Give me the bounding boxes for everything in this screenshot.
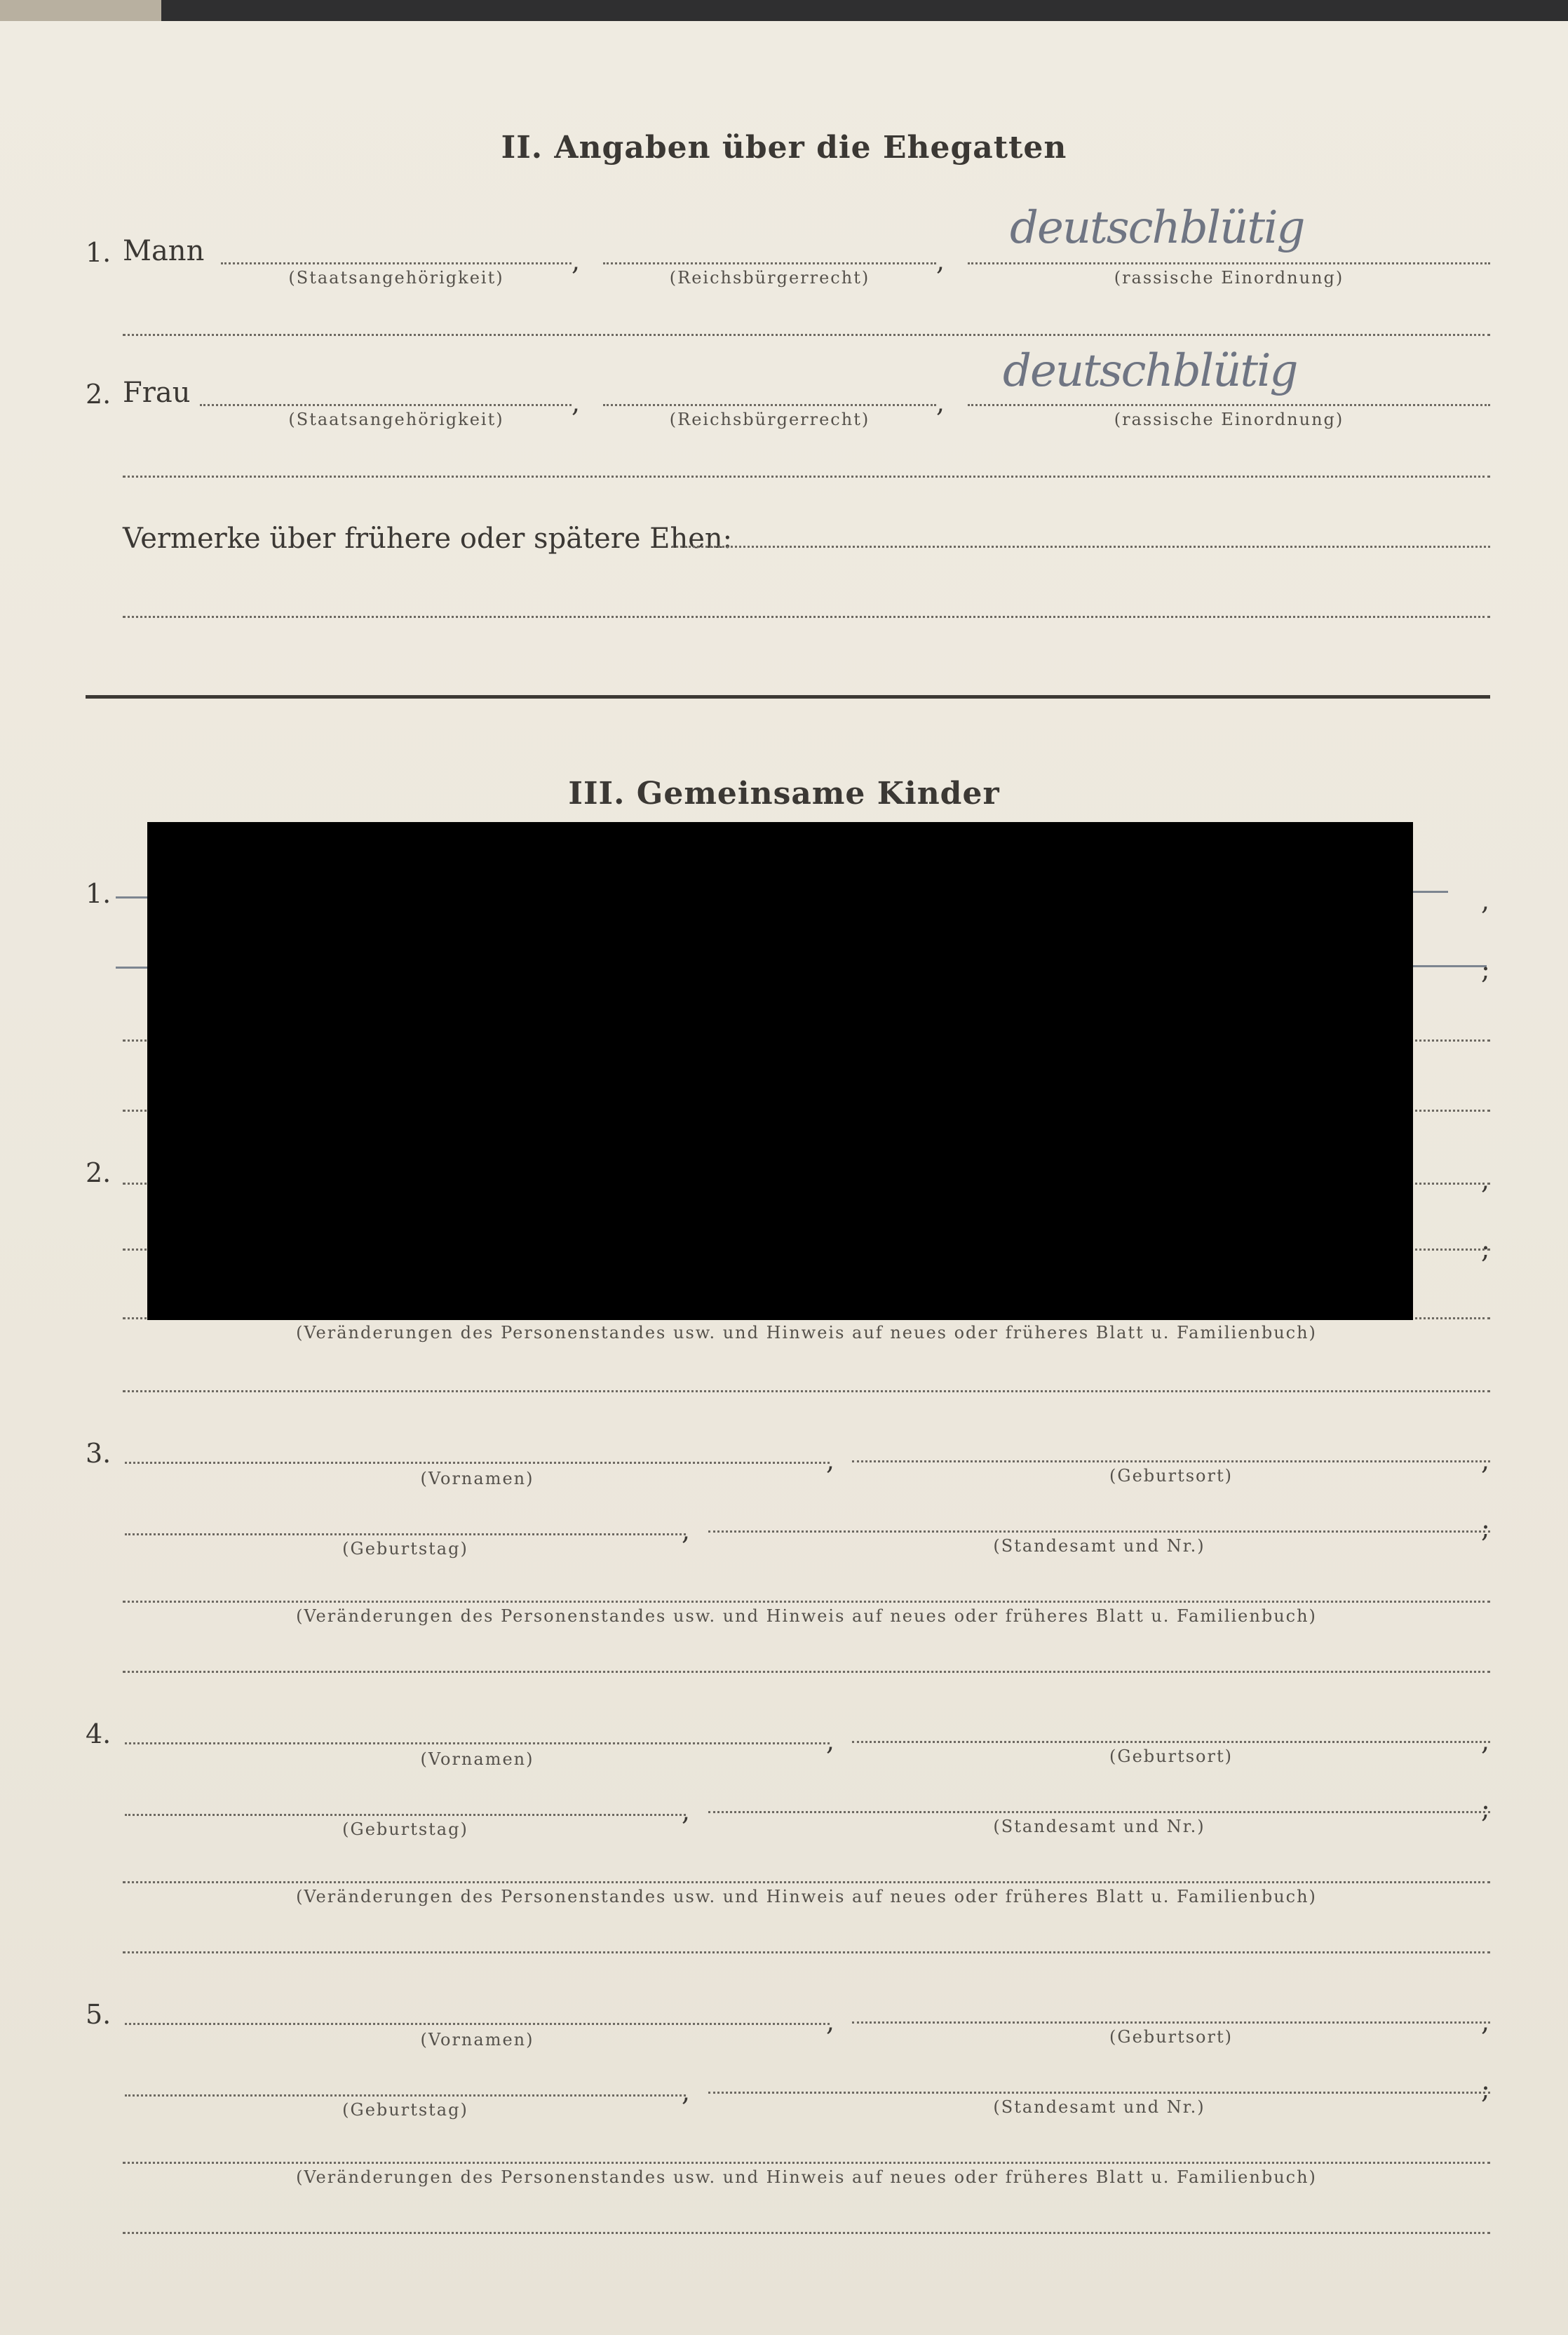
- comma: ,: [1481, 1725, 1490, 1756]
- child-5-birthday-line[interactable]: [125, 2094, 686, 2097]
- child-3-birthplace-caption: (Geburtsort): [1109, 1466, 1233, 1486]
- child-3-extra-line[interactable]: [123, 1671, 1490, 1673]
- child-5-number: 5.: [86, 1999, 111, 2030]
- child-2-changes-caption: (Veränderungen des Personenstandes usw. und Hinweis auf neues oder früheres Blatt u. Familienbuch): [296, 1323, 1317, 1343]
- child-4-registry-caption: (Standesamt und Nr.): [993, 1817, 1205, 1836]
- child-5-birthplace-line[interactable]: [852, 2021, 1490, 2024]
- child-5-registry-line[interactable]: [708, 2092, 1490, 2094]
- child-2-extra-line[interactable]: [123, 1390, 1490, 1392]
- comma: ,: [1481, 2006, 1490, 2037]
- child-1-number: 1.: [86, 878, 111, 909]
- child-4-registry-line[interactable]: [708, 1811, 1490, 1813]
- section-3-title: III. Gemeinsame Kinder: [568, 776, 1000, 812]
- comma: ,: [1481, 1445, 1490, 1476]
- form-page: [0, 21, 1568, 2335]
- comma: ,: [936, 245, 945, 276]
- child-5-extra-line[interactable]: [123, 2232, 1490, 2234]
- child-5-first-names-caption: (Vornamen): [420, 2030, 534, 2050]
- child-3-first-names-caption: (Vornamen): [420, 1469, 534, 1488]
- comma: ,: [682, 1796, 691, 1826]
- wife-label: Frau: [123, 377, 191, 409]
- child-4-first-names-caption: (Vornamen): [420, 1749, 534, 1769]
- wife-racial-line[interactable]: [968, 404, 1490, 406]
- child-4-number: 4.: [86, 1718, 111, 1749]
- child-5-birthplace-caption: (Geburtsort): [1109, 2027, 1233, 2047]
- child-5-changes-caption: (Veränderungen des Personenstandes usw. und Hinweis auf neues oder früheres Blatt u. Familienbuch): [296, 2167, 1317, 2187]
- husband-citizenship-caption: (Staatsangehörigkeit): [288, 268, 504, 288]
- child-3-birthday-caption: (Geburtstag): [342, 1539, 468, 1559]
- child-3-first-names-line[interactable]: [125, 1462, 830, 1464]
- husband-extra-line[interactable]: [123, 334, 1490, 336]
- wife-reich-citizenship-caption: (Reichsbürgerrecht): [669, 410, 870, 429]
- child-4-extra-line[interactable]: [123, 1951, 1490, 1953]
- husband-racial-line[interactable]: [968, 262, 1490, 264]
- wife-number: 2.: [86, 379, 111, 410]
- child-3-changes-caption: (Veränderungen des Personenstandes usw. und Hinweis auf neues oder früheres Blatt u. Familienbuch): [296, 1606, 1317, 1626]
- comma: ,: [936, 387, 945, 418]
- husband-reich-citizenship-caption: (Reichsbürgerrecht): [669, 268, 870, 288]
- child-2-number: 2.: [86, 1157, 111, 1188]
- wife-citizenship-line[interactable]: [200, 404, 572, 406]
- scanner-border-corner: [0, 0, 161, 22]
- husband-racial-caption: (rassische Einordnung): [1114, 268, 1344, 288]
- child-3-changes-line[interactable]: [123, 1601, 1490, 1603]
- child-4-birthplace-line[interactable]: [852, 1741, 1490, 1743]
- remarks-line-2[interactable]: [123, 616, 1490, 618]
- husband-citizenship-line[interactable]: [221, 262, 572, 264]
- semicolon: ;: [1481, 1793, 1490, 1824]
- child-1-pencil-strike: [1410, 965, 1487, 967]
- semicolon: ;: [1481, 2073, 1490, 2104]
- child-4-changes-caption: (Veränderungen des Personenstandes usw. und Hinweis auf neues oder früheres Blatt u. Familienbuch): [296, 1887, 1317, 1906]
- child-1-pencil-strike: [116, 967, 151, 969]
- child-3-registry-caption: (Standesamt und Nr.): [993, 1536, 1205, 1556]
- child-4-birthday-caption: (Geburtstag): [342, 1819, 468, 1839]
- child-4-birthday-line[interactable]: [125, 1814, 686, 1816]
- semicolon: ;: [1481, 954, 1490, 985]
- comma: ,: [1481, 1164, 1490, 1195]
- comma: ,: [826, 2006, 835, 2037]
- husband-racial-handwriting: deutschblütig: [1010, 202, 1304, 254]
- section-2-title: II. Angaben über die Ehegatten: [501, 130, 1067, 166]
- wife-citizenship-caption: (Staatsangehörigkeit): [288, 410, 504, 429]
- husband-number: 1.: [86, 237, 111, 268]
- wife-reich-citizenship-line[interactable]: [603, 404, 936, 406]
- child-5-changes-line[interactable]: [123, 2162, 1490, 2164]
- comma: ,: [682, 2076, 691, 2107]
- wife-racial-caption: (rassische Einordnung): [1114, 410, 1344, 429]
- child-4-birthplace-caption: (Geburtsort): [1109, 1747, 1233, 1766]
- child-5-first-names-line[interactable]: [125, 2023, 830, 2025]
- comma: ,: [826, 1445, 835, 1476]
- scanner-border: [0, 0, 1568, 22]
- comma: ,: [572, 387, 581, 418]
- semicolon: ;: [1481, 1233, 1490, 1264]
- child-3-registry-line[interactable]: [708, 1530, 1490, 1533]
- child-5-registry-caption: (Standesamt und Nr.): [993, 2097, 1205, 2117]
- redaction-box: [147, 822, 1413, 1320]
- child-1-pencil-strike: [116, 896, 151, 899]
- comma: ,: [1481, 885, 1490, 916]
- wife-racial-handwriting: deutschblütig: [1003, 345, 1297, 397]
- remarks-label: Vermerke über frühere oder spätere Ehen:: [123, 523, 733, 555]
- remarks-line[interactable]: [672, 546, 1490, 548]
- comma: ,: [682, 1515, 691, 1546]
- wife-extra-line[interactable]: [123, 476, 1490, 478]
- husband-label: Mann: [123, 235, 205, 267]
- comma: ,: [572, 245, 581, 276]
- child-3-birthplace-line[interactable]: [852, 1460, 1490, 1462]
- child-3-number: 3.: [86, 1438, 111, 1469]
- comma: ,: [826, 1725, 835, 1756]
- semicolon: ;: [1481, 1512, 1490, 1543]
- child-3-birthday-line[interactable]: [125, 1533, 686, 1535]
- section-separator: [86, 695, 1490, 699]
- child-4-changes-line[interactable]: [123, 1881, 1490, 1883]
- child-5-birthday-caption: (Geburtstag): [342, 2100, 468, 2120]
- child-4-first-names-line[interactable]: [125, 1742, 830, 1744]
- husband-reich-citizenship-line[interactable]: [603, 262, 936, 264]
